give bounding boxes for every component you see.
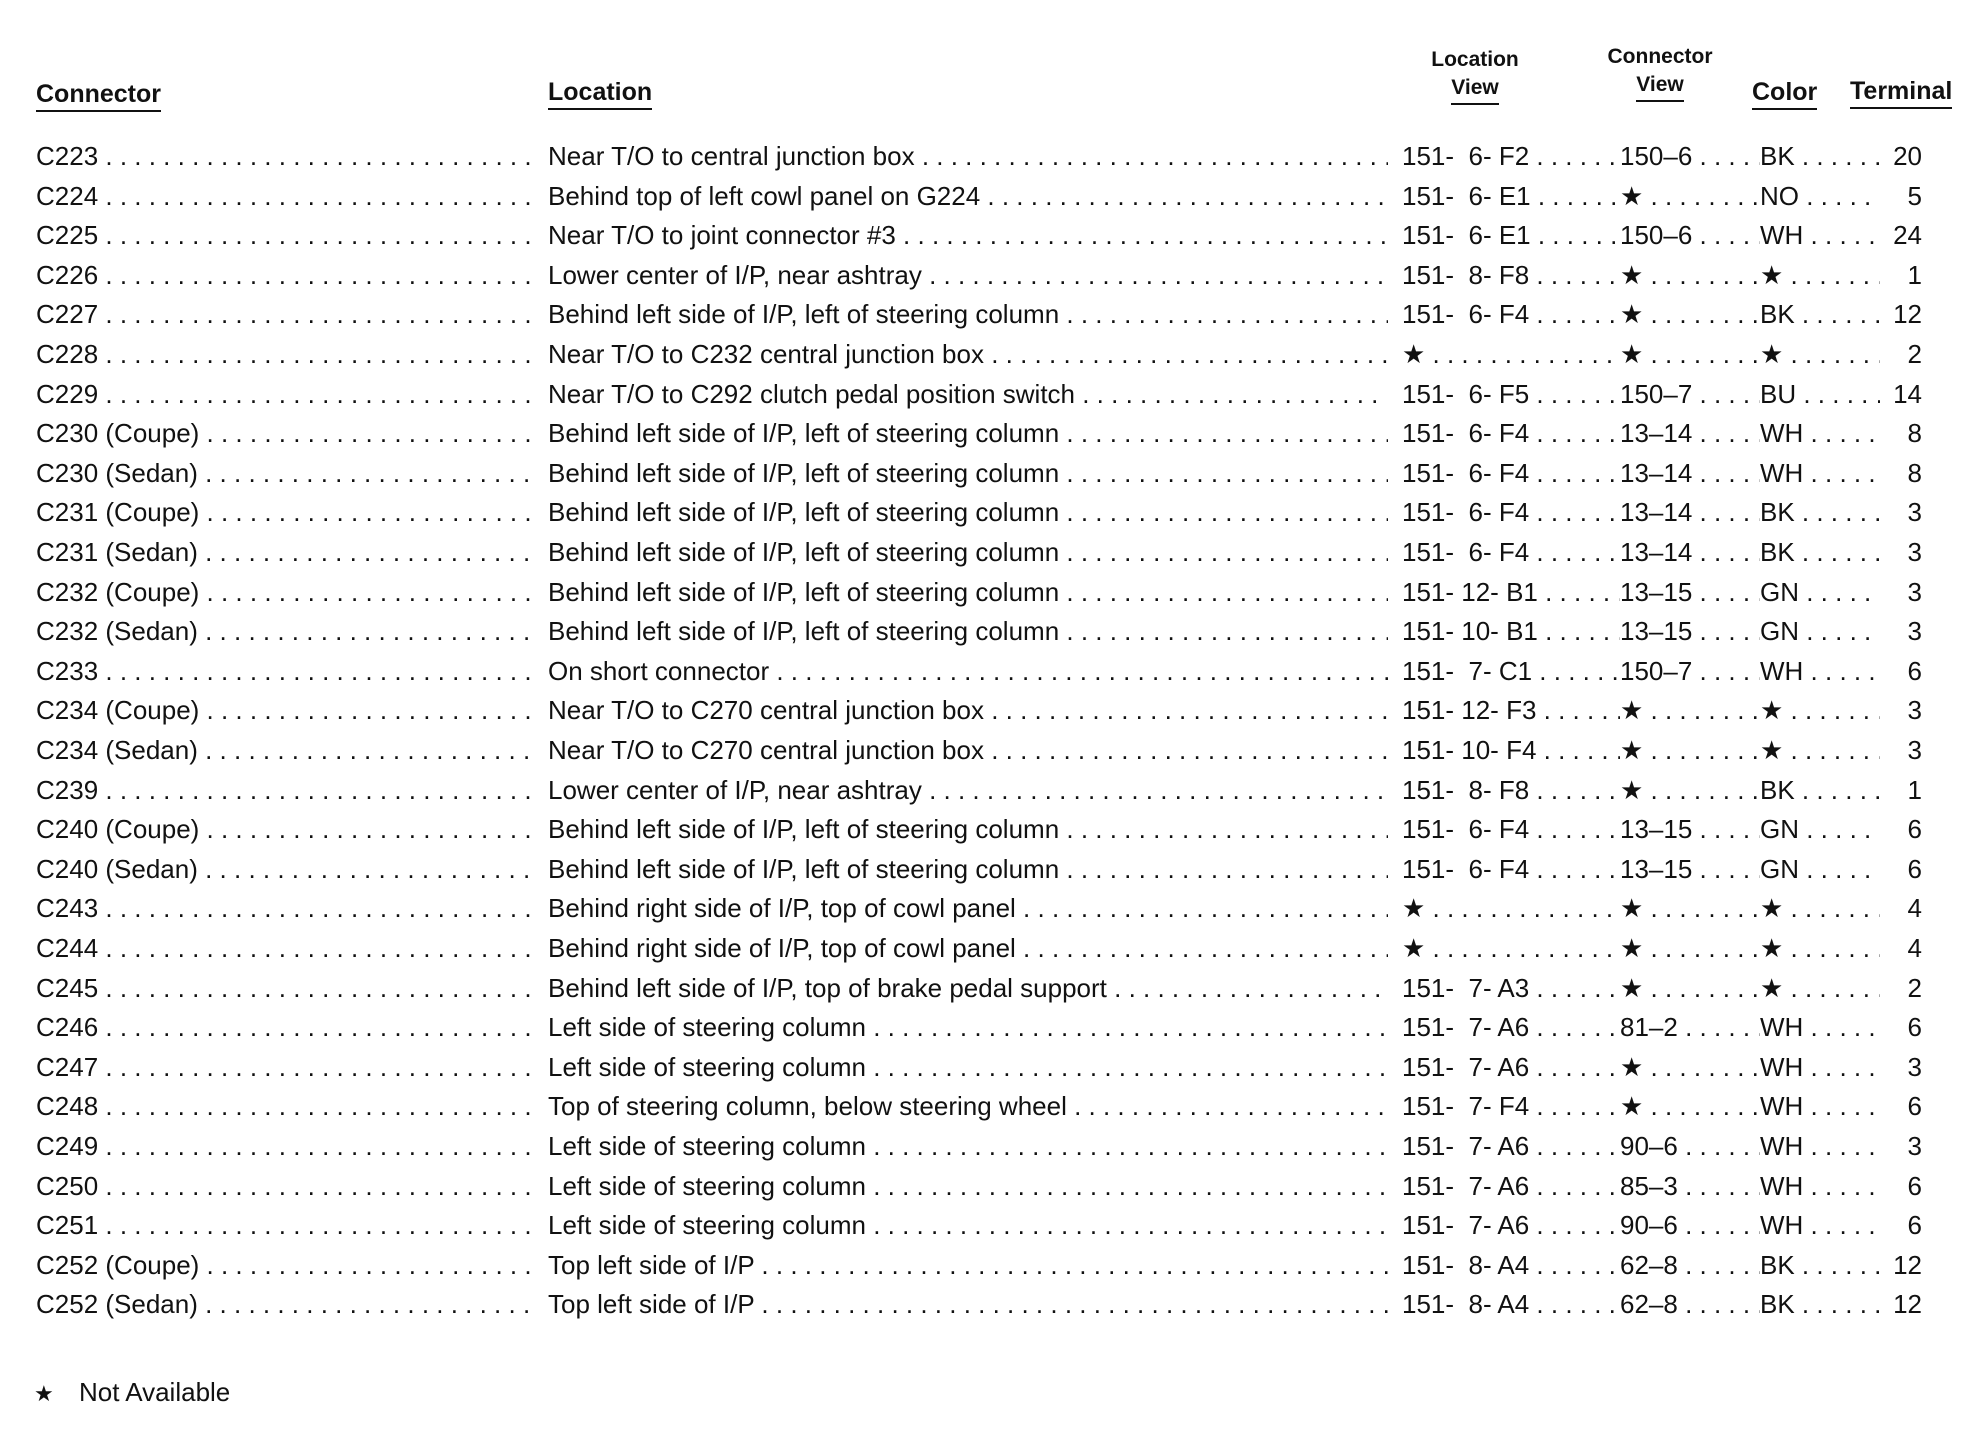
cell-color: BU . . . [1760, 379, 1880, 410]
cell-location: Top left side of I/P . . . [548, 1289, 1388, 1320]
cell-terminal: 1 [1882, 260, 1922, 291]
cell-connector: C224 . . . [36, 181, 536, 212]
cell-location: Near T/O to C270 central junction box . . . [548, 735, 1388, 766]
cell-terminal: 12 [1882, 1250, 1922, 1281]
cell-color: WH . . . [1760, 220, 1880, 251]
cell-connector-view: ★ . . . [1620, 695, 1760, 726]
cell-connector: C226 . . . [36, 260, 536, 291]
cell-color: BK . . . [1760, 299, 1880, 330]
cell-color: BK . . . [1760, 537, 1880, 568]
cell-color: WH . . . [1760, 418, 1880, 449]
cell-location: Behind left side of I/P, left of steering column . . . [548, 418, 1388, 449]
cell-color: GN . . . [1760, 616, 1880, 647]
cell-color: BK . . . [1760, 141, 1880, 172]
cell-terminal: 3 [1882, 616, 1922, 647]
cell-location-view: 151- 7- A6 . . . [1402, 1012, 1620, 1043]
cell-color: BK . . . [1760, 497, 1880, 528]
table-row [0, 220, 1980, 260]
cell-location: Behind left side of I/P, left of steering column . . . [548, 497, 1388, 528]
cell-location-view: 151- 10- B1 . . . [1402, 616, 1620, 647]
cell-terminal: 14 [1882, 379, 1922, 410]
header-location: Location [548, 78, 652, 110]
cell-location: Behind left side of I/P, left of steering column . . . [548, 537, 1388, 568]
cell-connector: C230 (Sedan) . . . [36, 458, 536, 489]
cell-terminal: 12 [1882, 299, 1922, 330]
cell-location-view: 151- 8- A4 . . . [1402, 1250, 1620, 1281]
cell-color: WH . . . [1760, 1091, 1880, 1122]
cell-location: Left side of steering column . . . [548, 1210, 1388, 1241]
cell-connector: C240 (Coupe) . . . [36, 814, 536, 845]
cell-terminal: 2 [1882, 973, 1922, 1004]
table-row [0, 418, 1980, 458]
table-row [0, 577, 1980, 617]
cell-terminal: 3 [1882, 695, 1922, 726]
cell-connector-view: ★ . . . [1620, 775, 1760, 806]
cell-location-view: 151- 8- A4 . . . [1402, 1289, 1620, 1320]
table-row [0, 1012, 1980, 1052]
cell-terminal: 5 [1882, 181, 1922, 212]
cell-location-view: 151- 7- A6 . . . [1402, 1131, 1620, 1162]
cell-terminal: 4 [1882, 893, 1922, 924]
cell-location: Behind right side of I/P, top of cowl panel . . . [548, 893, 1388, 924]
cell-terminal: 20 [1882, 141, 1922, 172]
cell-color: WH . . . [1760, 1131, 1880, 1162]
table-row [0, 537, 1980, 577]
cell-location-view: 151- 6- F4 . . . [1402, 418, 1620, 449]
cell-terminal: 6 [1882, 1091, 1922, 1122]
cell-location: Behind left side of I/P, left of steering column . . . [548, 299, 1388, 330]
cell-color: ★ . . . [1760, 695, 1880, 726]
cell-location-view: 151- 10- F4 . . . [1402, 735, 1620, 766]
cell-location-view: 151- 8- F8 . . . [1402, 260, 1620, 291]
cell-connector: C239 . . . [36, 775, 536, 806]
cell-color: BK . . . [1760, 775, 1880, 806]
table-row [0, 695, 1980, 735]
cell-connector: C225 . . . [36, 220, 536, 251]
cell-connector-view: ★ . . . [1620, 299, 1760, 330]
cell-location-view: 151- 12- F3 . . . [1402, 695, 1620, 726]
cell-connector: C234 (Sedan) . . . [36, 735, 536, 766]
cell-location-view: 151- 12- B1 . . . [1402, 577, 1620, 608]
cell-connector: C251 . . . [36, 1210, 536, 1241]
cell-location-view: 151- 6- F4 . . . [1402, 814, 1620, 845]
cell-connector-view: 13–15 . . . [1620, 854, 1760, 885]
cell-connector: C229 . . . [36, 379, 536, 410]
cell-connector-view: 13–14 . . . [1620, 497, 1760, 528]
table-row [0, 339, 1980, 379]
cell-connector-view: ★ . . . [1620, 735, 1760, 766]
cell-connector: C234 (Coupe) . . . [36, 695, 536, 726]
header-terminal: Terminal [1850, 77, 1952, 109]
cell-connector-view: 62–8 . . . [1620, 1289, 1760, 1320]
cell-location: Near T/O to central junction box . . . [548, 141, 1388, 172]
cell-location: Left side of steering column . . . [548, 1131, 1388, 1162]
cell-connector: C252 (Sedan) . . . [36, 1289, 536, 1320]
cell-color: ★ . . . [1760, 973, 1880, 1004]
cell-connector-view: 150–6 . . . [1620, 141, 1760, 172]
cell-location-view: 151- 7- A6 . . . [1402, 1171, 1620, 1202]
cell-color: ★ . . . [1760, 339, 1880, 370]
cell-color: ★ . . . [1760, 260, 1880, 291]
table-row [0, 973, 1980, 1013]
cell-connector: C245 . . . [36, 973, 536, 1004]
cell-connector-view: 13–15 . . . [1620, 577, 1760, 608]
cell-color: WH . . . [1760, 1052, 1880, 1083]
cell-location: Top left side of I/P . . . [548, 1250, 1388, 1281]
cell-location-view: 151- 7- A6 . . . [1402, 1052, 1620, 1083]
cell-location-view: ★ . . . [1402, 893, 1620, 924]
cell-connector-view: ★ . . . [1620, 893, 1760, 924]
cell-location: Behind left side of I/P, left of steering column . . . [548, 616, 1388, 647]
cell-connector: C228 . . . [36, 339, 536, 370]
table-row [0, 1131, 1980, 1171]
cell-terminal: 8 [1882, 458, 1922, 489]
header-connector-view: Connector View [1595, 43, 1725, 102]
cell-terminal: 3 [1882, 1131, 1922, 1162]
table-row [0, 181, 1980, 221]
cell-location-view: 151- 6- F4 . . . [1402, 458, 1620, 489]
cell-color: ★ . . . [1760, 933, 1880, 964]
cell-location-view: 151- 7- A6 . . . [1402, 1210, 1620, 1241]
cell-connector-view: 90–6 . . . [1620, 1131, 1760, 1162]
cell-terminal: 2 [1882, 339, 1922, 370]
table-row [0, 1171, 1980, 1211]
cell-location: Behind left side of I/P, left of steering column . . . [548, 854, 1388, 885]
table-row [0, 497, 1980, 537]
cell-location-view: ★ . . . [1402, 933, 1620, 964]
cell-connector: C232 (Coupe) . . . [36, 577, 536, 608]
cell-location-view: 151- 6- F2 . . . [1402, 141, 1620, 172]
footnote-text: Not Available [78, 1377, 231, 1407]
cell-location: Behind left side of I/P, left of steering column . . . [548, 577, 1388, 608]
cell-color: WH . . . [1760, 1210, 1880, 1241]
cell-connector-view: 62–8 . . . [1620, 1250, 1760, 1281]
cell-connector: C223 . . . [36, 141, 536, 172]
cell-color: WH . . . [1760, 1171, 1880, 1202]
cell-location-view: 151- 6- F4 . . . [1402, 497, 1620, 528]
cell-location-view: 151- 7- F4 . . . [1402, 1091, 1620, 1122]
cell-color: ★ . . . [1760, 735, 1880, 766]
cell-location: Behind left side of I/P, left of steering column . . . [548, 814, 1388, 845]
table-row [0, 616, 1980, 656]
header-color: Color [1752, 78, 1817, 110]
cell-color: WH . . . [1760, 656, 1880, 687]
cell-connector-view: 13–15 . . . [1620, 814, 1760, 845]
cell-terminal: 6 [1882, 1171, 1922, 1202]
cell-connector-view: ★ . . . [1620, 1052, 1760, 1083]
cell-location: Near T/O to C292 clutch pedal position switch . . . [548, 379, 1388, 410]
table-row [0, 814, 1980, 854]
cell-connector: C231 (Coupe) . . . [36, 497, 536, 528]
cell-terminal: 3 [1882, 1052, 1922, 1083]
cell-location: Behind right side of I/P, top of cowl panel . . . [548, 933, 1388, 964]
cell-location: Left side of steering column . . . [548, 1171, 1388, 1202]
cell-connector-view: 150–7 . . . [1620, 379, 1760, 410]
cell-terminal: 3 [1882, 537, 1922, 568]
cell-color: ★ . . . [1760, 893, 1880, 924]
cell-location: Lower center of I/P, near ashtray . . . [548, 260, 1388, 291]
cell-location: Left side of steering column . . . [548, 1012, 1388, 1043]
cell-location-view: ★ . . . [1402, 339, 1620, 370]
table-row [0, 893, 1980, 933]
cell-connector: C231 (Sedan) . . . [36, 537, 536, 568]
cell-location-view: 151- 8- F8 . . . [1402, 775, 1620, 806]
cell-connector: C243 . . . [36, 893, 536, 924]
cell-terminal: 1 [1882, 775, 1922, 806]
cell-connector: C252 (Coupe) . . . [36, 1250, 536, 1281]
footnote [34, 1377, 230, 1408]
cell-connector: C248 . . . [36, 1091, 536, 1122]
table-row [0, 775, 1980, 815]
cell-location-view: 151- 7- C1 . . . [1402, 656, 1620, 687]
cell-terminal: 6 [1882, 1210, 1922, 1241]
cell-location-view: 151- 7- A3 . . . [1402, 973, 1620, 1004]
table-row [0, 458, 1980, 498]
table-row [0, 1091, 1980, 1131]
cell-connector-view: 13–15 . . . [1620, 616, 1760, 647]
table-row [0, 1289, 1980, 1329]
cell-location: Near T/O to joint connector #3 . . . [548, 220, 1388, 251]
cell-location-view: 151- 6- F5 . . . [1402, 379, 1620, 410]
cell-location-view: 151- 6- F4 . . . [1402, 299, 1620, 330]
cell-location: Left side of steering column . . . [548, 1052, 1388, 1083]
cell-terminal: 3 [1882, 497, 1922, 528]
table-row [0, 299, 1980, 339]
cell-connector-view: 13–14 . . . [1620, 537, 1760, 568]
cell-location: Behind left side of I/P, top of brake pedal support . . . [548, 973, 1388, 1004]
cell-connector: C250 . . . [36, 1171, 536, 1202]
cell-connector-view: ★ . . . [1620, 260, 1760, 291]
table-row [0, 1052, 1980, 1092]
cell-connector-view: 81–2 . . . [1620, 1012, 1760, 1043]
cell-connector-view: 150–7 . . . [1620, 656, 1760, 687]
cell-terminal: 6 [1882, 814, 1922, 845]
cell-connector-view: 13–14 . . . [1620, 458, 1760, 489]
cell-color: WH . . . [1760, 458, 1880, 489]
table-row [0, 656, 1980, 696]
cell-color: BK . . . [1760, 1250, 1880, 1281]
header-location-view: Location View [1415, 46, 1535, 105]
cell-terminal: 12 [1882, 1289, 1922, 1320]
cell-location: Near T/O to C232 central junction box . . . [548, 339, 1388, 370]
cell-connector: C247 . . . [36, 1052, 536, 1083]
cell-color: WH . . . [1760, 1012, 1880, 1043]
cell-location-view: 151- 6- E1 . . . [1402, 220, 1620, 251]
cell-location: Top of steering column, below steering wheel . . . [548, 1091, 1388, 1122]
cell-terminal: 6 [1882, 1012, 1922, 1043]
table-row [0, 735, 1980, 775]
cell-terminal: 4 [1882, 933, 1922, 964]
cell-color: GN . . . [1760, 854, 1880, 885]
table-row [0, 933, 1980, 973]
cell-color: GN . . . [1760, 814, 1880, 845]
cell-location: Near T/O to C270 central junction box . . . [548, 695, 1388, 726]
cell-terminal: 3 [1882, 577, 1922, 608]
cell-color: NO . . . [1760, 181, 1880, 212]
cell-connector-view: 85–3 . . . [1620, 1171, 1760, 1202]
cell-connector: C232 (Sedan) . . . [36, 616, 536, 647]
header-connector: Connector [36, 80, 161, 112]
cell-connector-view: 13–14 . . . [1620, 418, 1760, 449]
cell-terminal: 3 [1882, 735, 1922, 766]
cell-connector: C227 . . . [36, 299, 536, 330]
cell-connector: C246 . . . [36, 1012, 536, 1043]
star-icon: ★ [34, 1381, 54, 1406]
cell-connector-view: ★ . . . [1620, 339, 1760, 370]
cell-terminal: 8 [1882, 418, 1922, 449]
table-row [0, 1250, 1980, 1290]
cell-terminal: 6 [1882, 854, 1922, 885]
cell-connector-view: ★ . . . [1620, 181, 1760, 212]
cell-location-view: 151- 6- E1 . . . [1402, 181, 1620, 212]
table-row [0, 141, 1980, 181]
cell-location: Behind top of left cowl panel on G224 . . . [548, 181, 1388, 212]
cell-connector: C249 . . . [36, 1131, 536, 1162]
cell-connector-view: ★ . . . [1620, 973, 1760, 1004]
table-row [0, 260, 1980, 300]
cell-location-view: 151- 6- F4 . . . [1402, 854, 1620, 885]
cell-location-view: 151- 6- F4 . . . [1402, 537, 1620, 568]
cell-terminal: 24 [1882, 220, 1922, 251]
table-row [0, 1210, 1980, 1250]
cell-location: Behind left side of I/P, left of steering column . . . [548, 458, 1388, 489]
cell-connector-view: 90–6 . . . [1620, 1210, 1760, 1241]
cell-connector-view: ★ . . . [1620, 933, 1760, 964]
cell-connector: C233 . . . [36, 656, 536, 687]
cell-connector-view: ★ . . . [1620, 1091, 1760, 1122]
cell-location: On short connector . . . [548, 656, 1388, 687]
cell-color: BK . . . [1760, 1289, 1880, 1320]
cell-color: GN . . . [1760, 577, 1880, 608]
cell-location: Lower center of I/P, near ashtray . . . [548, 775, 1388, 806]
cell-connector: C230 (Coupe) . . . [36, 418, 536, 449]
cell-terminal: 6 [1882, 656, 1922, 687]
table-row [0, 854, 1980, 894]
cell-connector: C244 . . . [36, 933, 536, 964]
cell-connector-view: 150–6 . . . [1620, 220, 1760, 251]
table-row [0, 379, 1980, 419]
cell-connector: C240 (Sedan) . . . [36, 854, 536, 885]
